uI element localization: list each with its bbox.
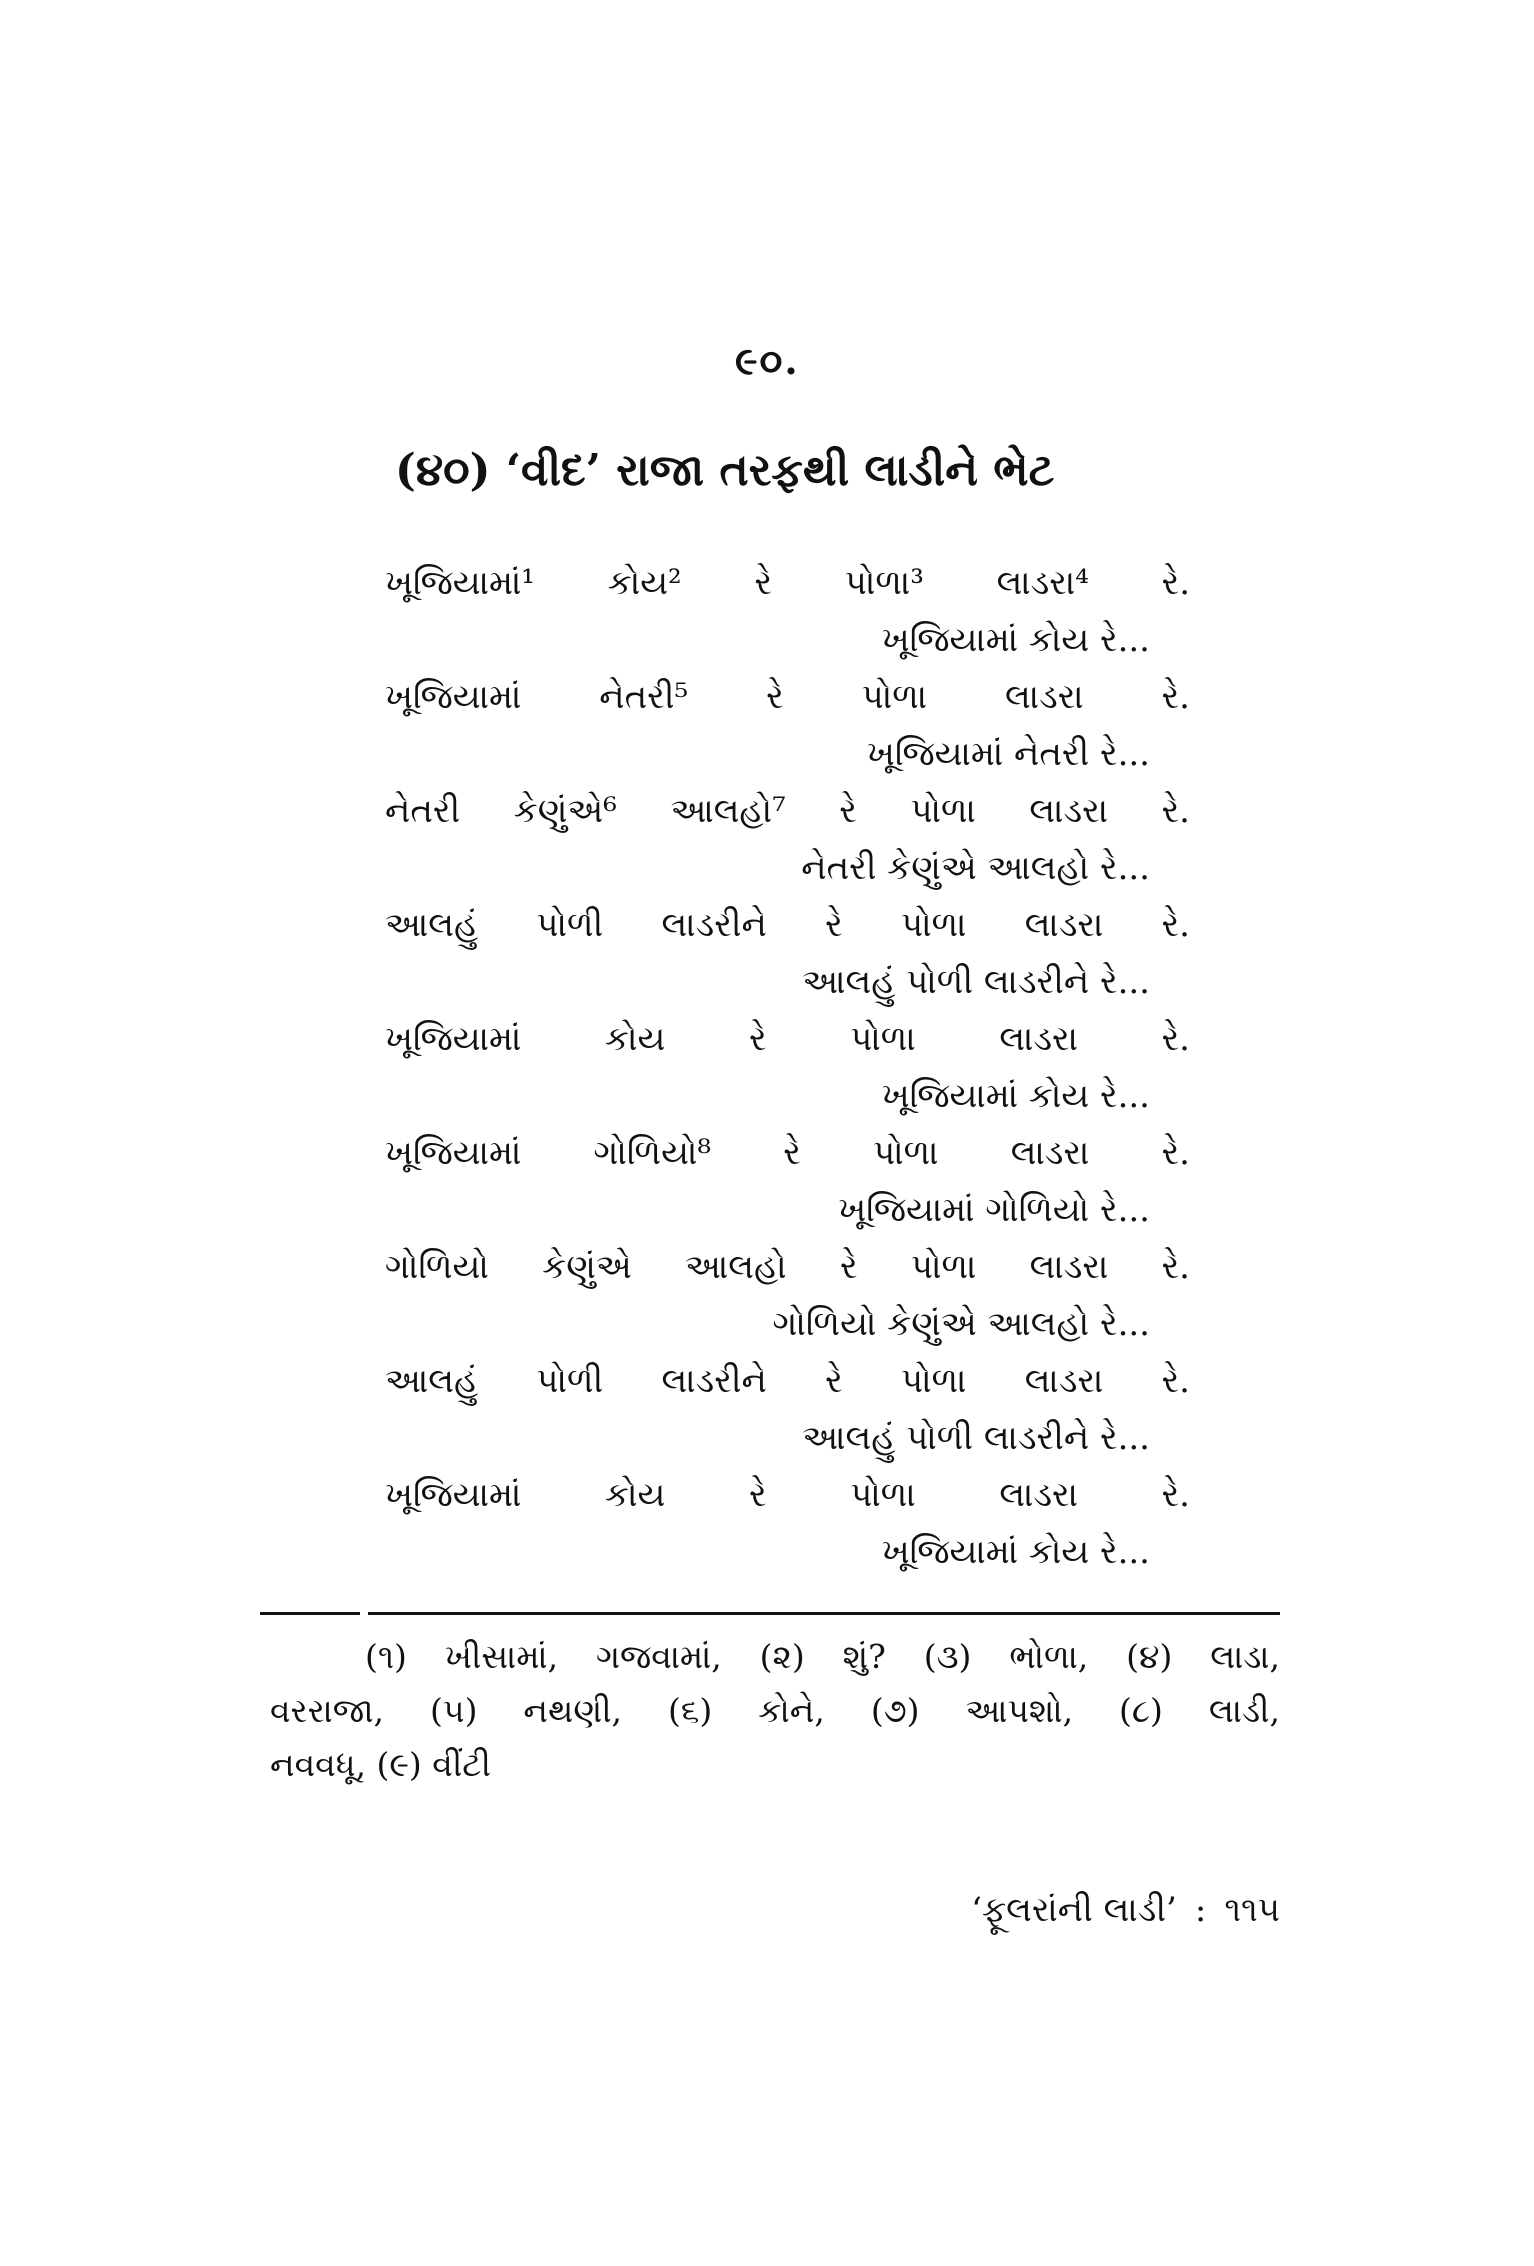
verse-line: ખૂજિયામાં ગોળિયો રે... — [838, 1190, 1150, 1230]
verse-line: આલહું પોળી લાડરીને રે પોળા લાડરા રે. — [385, 1361, 1190, 1401]
verse-line: ખૂજિયામાં¹ કોય² રે પોળા³ લાડરા⁴ રે. — [385, 563, 1190, 603]
verse-line: ગોળિયો કેણુંએ આલહો રે... — [772, 1304, 1150, 1344]
verse-line: નેતરી કેણુંએ આલહો રે... — [801, 848, 1150, 888]
verse-line: ગોળિયો કેણુંએ આલહો રે પોળા લાડરા રે. — [385, 1247, 1190, 1287]
footnote-divider — [368, 1612, 1280, 1615]
footer-separator: : — [1194, 1890, 1207, 1930]
verse-line: આલહું પોળી લાડરીને રે પોળા લાડરા રે. — [385, 905, 1190, 945]
footnote-divider — [260, 1612, 360, 1615]
verse-line: ખૂજિયામાં કોય રે પોળા લાડરા રે. — [385, 1019, 1190, 1059]
verse-line: ખૂજિયામાં કોય રે... — [881, 620, 1150, 660]
verse-line: આલહું પોળી લાડરીને રે... — [802, 1418, 1150, 1458]
verse-line: ખૂજિયામાં નેતરી રે... — [866, 734, 1150, 774]
book-title: ‘ફૂલરાંની લાડી’ — [971, 1890, 1177, 1930]
footnotes — [270, 1630, 1280, 1792]
verse-line: ખૂજિયામાં કોય રે... — [881, 1076, 1150, 1116]
song-verse — [370, 555, 1190, 1581]
footnote-line: વરરાજા, (૫) નથણી, (૬) કોને, (૭) આપશો, (૮) લાડી, — [270, 1691, 1280, 1730]
verse-line: ખૂજિયામાં ગોળિયો⁸ રે પોળા લાડરા રે. — [385, 1133, 1190, 1173]
verse-line: ખૂજિયામાં કોય રે... — [881, 1532, 1150, 1572]
song-number: ૯૦. — [735, 338, 800, 383]
verse-line: ખૂજિયામાં નેતરી⁵ રે પોળા લાડરા રે. — [385, 677, 1190, 717]
verse-line: ખૂજિયામાં કોય રે પોળા લાડરા રે. — [385, 1475, 1190, 1515]
page-number: ૧૧૫ — [1224, 1890, 1280, 1930]
footnote-line: નવવધૂ, (૯) વીંટી — [270, 1745, 491, 1784]
running-footer — [971, 1890, 1280, 1930]
verse-line: નેતરી કેણુંએ⁶ આલહો⁷ રે પોળા લાડરા રે. — [385, 791, 1190, 831]
verse-line: આલહું પોળી લાડરીને રે... — [802, 962, 1150, 1002]
footnote-line: (૧) ખીસામાં, ગજવામાં, (૨) શું? (૩) ભોળા, (૪) લાડા, — [365, 1637, 1280, 1676]
song-title: (૪૦) ‘વીદ’ રાજા તરફથી લાડીને ભેટ — [395, 445, 1055, 496]
